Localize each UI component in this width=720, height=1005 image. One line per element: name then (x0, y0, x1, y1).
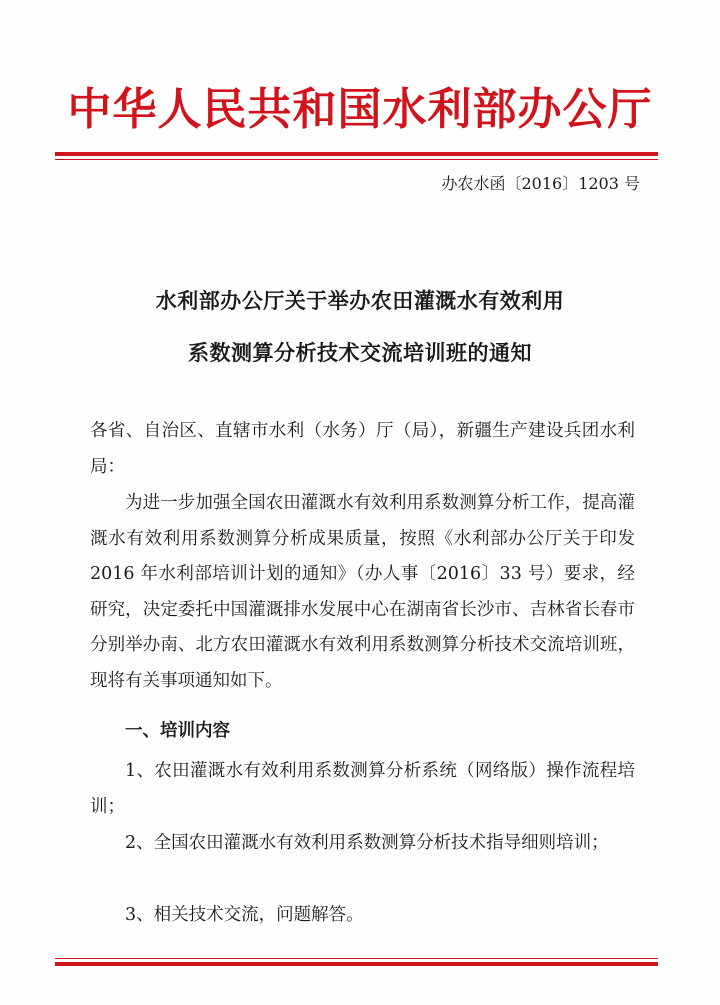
document-title-line-2: 系数测算分析技术交流培训班的通知 (188, 341, 532, 365)
footer-rule-thick (55, 962, 658, 966)
footer-rule-thin (55, 958, 658, 959)
list-item: 2、全国农田灌溉水有效利用系数测算分析技术指导细则培训； (125, 833, 609, 853)
letterhead-title: 中华人民共和国水利部办公厅 (67, 84, 653, 135)
document-number: 办农水函〔2016〕1203 号 (441, 174, 640, 193)
list-item: 1、农田灌溉水有效利用系数测算分析系统（网络版）操作流程培训； (90, 761, 635, 817)
letterhead-rule-thick (55, 152, 658, 156)
document-title-line-1: 水利部办公厅关于举办农田灌溉水有效利用 (155, 289, 565, 313)
intro-paragraph: 为进一步加强全国农田灌溉水有效利用系数测算分析工作，提高灌溉水有效利用系数测算分析成果质量，按照《水利部办公厅关于印发 2016 年水利部培训计划的通知》（办人事〔2016〕33 号）要求，经研究，决定委托中国灌溉排水发展中心在湖南省长沙市、吉林省长春市分别举办南、北方农田灌溉水有效利用系数测算分析技术交流培训班，现将有关事项通知如下。 (90, 493, 635, 691)
list-item: 3、相关技术交流，问题解答。 (125, 905, 364, 925)
section-heading: 一、培训内容 (125, 721, 230, 741)
letterhead-rule-thin (55, 159, 658, 160)
addressee: 各省、自治区、直辖市水利（水务）厅（局），新疆生产建设兵团水利局： (90, 421, 635, 477)
